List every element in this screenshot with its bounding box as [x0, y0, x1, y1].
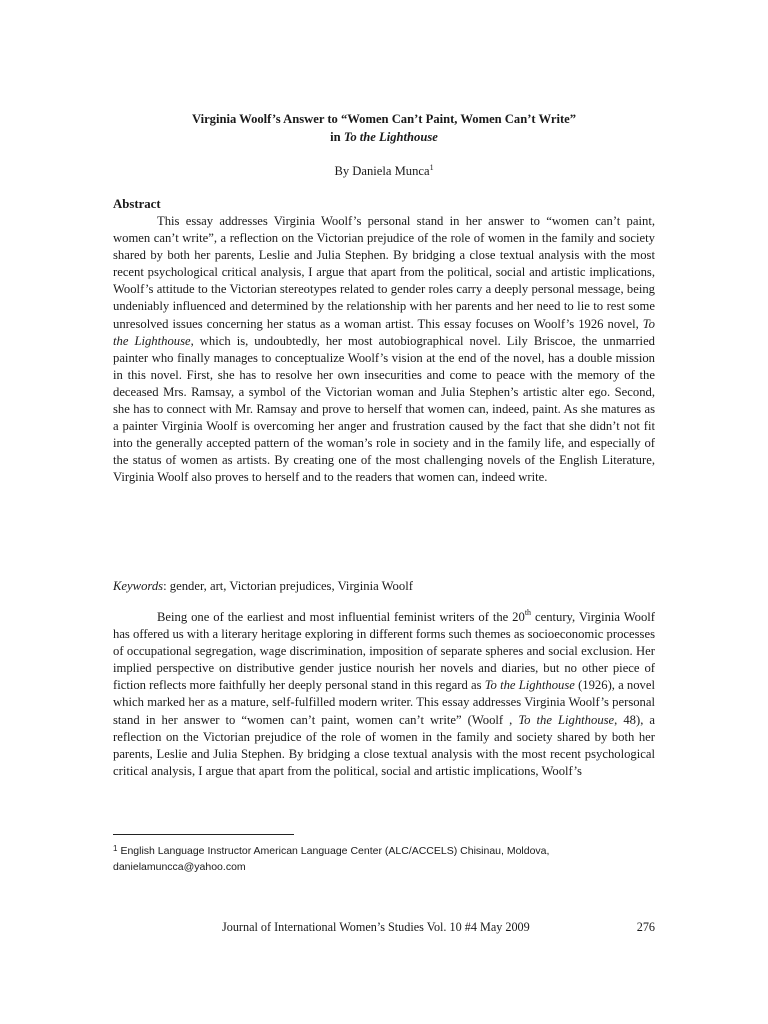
author-name: By Daniela Munca — [334, 164, 430, 178]
intro-text-1: Being one of the earliest and most influential feminist writers of the 20 — [157, 610, 525, 624]
intro-text-3: (1926), a novel which marked her as a mature, self-fulfilled modern writer. This essay addresses Virginia Woolf’s personal stand in her answer to “women can’t paint, women can’t write” (Woolf , — [113, 678, 656, 727]
intro-text-2: century, Virginia Woolf has offered us with a literary heritage exploring in different forms such themes as socioeconomic processes of occupational segregation, wage discrimination, imposition of separate spheres and social exclusion. Her implied perspective on distributive gender justice nourish her novels and diaries, but no other piece of fiction reflects more faithfully her deeply personal stand in this regard as — [113, 610, 656, 693]
title-line-2 — [113, 128, 655, 146]
abstract-book-title: To the Lighthouse — [113, 316, 655, 348]
author-footnote-mark[interactable]: 1 — [429, 163, 434, 172]
abstract-text-part-2: , which is, undoubtedly, her most autobiographical novel. Lily Briscoe, the unmarried painter who finally manages to conceptualize Woolf’s vision at the end of the novel, has a double mission in this novel. First, she has to resolve her own insecurities and come to peace with the memory of the deceased Mrs. Ramsay, a symbol of the Victorian woman and Julia Stephen’s artistic alter ego. Second, she has to connect with Mr. Ramsay and prove to herself that women can, indeed, paint. As she matures as a painter Virginia Woolf is overcoming her anger and frustration caused by the fact that she didn’t not fit into the generally accepted pattern of the woman’s role in society and in the family life, and especially of the status of women as artists. By creating one of the most challenging novels of the English Literature, Virginia Woolf also proves to herself and to the readers that women can, indeed write. — [113, 333, 655, 485]
footnote-divider — [113, 834, 294, 835]
intro-book-title-1: To the Lighthouse — [484, 678, 575, 693]
title-line-1: Virginia Woolf’s Answer to “Women Can’t Paint, Women Can’t Write” — [191, 112, 577, 126]
abstract-heading: Abstract — [113, 197, 161, 211]
intro-paragraph — [113, 609, 655, 780]
intro-book-title-2: To the Lighthouse — [518, 712, 615, 727]
intro-superscript: th — [524, 608, 532, 617]
footnote-text: English Language Instructor American Language Center (ALC/ACCELS) Chisinau, Moldova, danielamuncca@yahoo.com — [113, 845, 550, 873]
abstract-text-part-1: This essay addresses Virginia Woolf’s personal stand in her answer to “women can’t paint, women can’t write”, a reflection on the Victorian prejudice of the role of women in the family and society shared by both her parents, Leslie and Julia Stephen. By bridging a close textual analysis with the most recent psychological critical analysis, I argue that apart from the political, social and artistic implications, Woolf’s attitude to the Victorian stereotypes related to gender roles carry a deeply personal message, being undeniably influenced and determined by the relationship with her parents and her need to lie to rest some unresolved issues concerning her status as a woman artist. This essay focuses on Woolf’s 1926 novel, — [113, 214, 655, 331]
keywords-label: Keywords — [113, 579, 164, 593]
title-book-name: To the Lighthouse — [343, 130, 438, 144]
footnote — [113, 841, 655, 875]
intro-text-4: , 48), a reflection on the Victorian prejudice of the role of women in the family and society shared by both her parents, Leslie and Julia Stephen. By bridging a close textual analysis with the most recent psychological critical analysis, I argue that apart from the political, social and artistic implications, Woolf’s — [113, 712, 655, 778]
article-title — [113, 110, 655, 146]
keywords-line — [113, 578, 655, 594]
footnote-mark: 1 — [113, 844, 118, 853]
abstract-text — [113, 213, 655, 487]
author-byline — [113, 163, 655, 179]
title-line-2-prefix: in — [330, 130, 344, 144]
keywords-list: : gender, art, Victorian prejudices, Virginia Woolf — [163, 579, 413, 593]
journal-citation: Journal of International Women’s Studies Vol. 10 #4 May 2009 — [222, 920, 530, 934]
page-number: 276 — [636, 920, 655, 934]
